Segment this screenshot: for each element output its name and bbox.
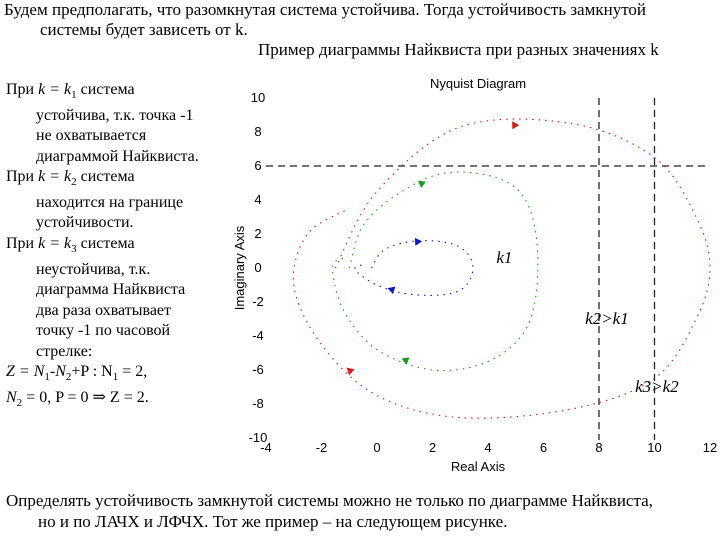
para-2-line-2: находится на границе [36,193,184,211]
formula-line-1: $Z = N_1-N_2+P$ : $N_1 = 2$, [6,363,148,384]
chart-title: Nyquist Diagram [429,76,527,91]
text-k-eq: k = k [38,168,72,186]
x-tick-label: 10 [647,440,662,455]
text-pri: При [6,168,39,186]
para-3-line-2: неустойчива, т.к. [36,260,151,278]
text-k-eq: k = k [38,234,72,252]
y-tick-label: 2 [254,226,262,241]
curve-annotations [496,248,679,396]
x-tick-labels [260,440,717,455]
formula-n: N [6,388,17,406]
x-tick-label: 4 [484,440,492,455]
direction-arrow-icon [415,238,422,246]
nyquist-curve-3 [293,119,710,418]
nyquist-curve-2 [333,172,538,371]
y-tick-label: -2 [252,294,264,309]
bottom-line-2: но и по ЛАЧХ и ЛФЧХ. Тот же пример – на следующем рисунке. [38,512,508,531]
curve-label: k3>k2 [635,377,679,397]
para-3-line-1: При $k = k_3$ система [6,234,135,256]
para-3-line-5: точку -1 по часовой [36,322,171,340]
formula-rest: = 0, P = 0 ⇒ Z = 2. [22,388,149,406]
y-tick-label: 0 [254,260,262,275]
x-tick-label: 8 [595,440,603,455]
direction-arrow-icon [347,368,355,376]
formula-p: +P : N [71,363,113,381]
curve-label: k2>k1 [585,309,629,329]
para-3-line-6: стрелке: [36,342,93,360]
para-2-line-3: устойчивости. [36,214,134,232]
curve-label: k1 [496,247,513,267]
formula-line-2: $N_2 = 0$, P = 0 ⇒ Z = 2. [6,388,149,409]
text-pri: При [6,81,39,98]
text-system: система [76,168,135,186]
bottom-line-1: Определять устойчивость замкнутой системы можно не только по диаграмме Найквиста, [6,491,653,510]
y-tick-label: 10 [250,90,266,105]
para-1-line-4: диаграммой Найквиста. [36,147,199,165]
text-system: система [76,81,135,98]
para-1-line-1: При $k = k_1$ система [6,81,135,102]
x-tick-label: -2 [315,440,328,455]
y-tick-label: 8 [254,124,262,139]
y-tick-labels [249,90,268,445]
para-1-line-3: не охватывается [36,127,147,145]
formula-n2: -N [49,363,66,381]
y-tick-label: -6 [252,362,264,377]
x-tick-label: -4 [260,440,272,455]
y-tick-label: 6 [254,158,262,173]
text-k-eq: k = k [38,81,72,98]
x-axis-label: Real Axis [450,459,506,474]
y-tick-label: 4 [254,192,262,207]
y-tick-label: -4 [252,328,264,343]
para-2-line-1: При $k = k_2$ система [6,168,135,189]
y-tick-label: -8 [252,396,264,411]
direction-arrow-icon [418,181,426,188]
direction-arrow-icon [388,286,396,294]
text-system: система [76,234,135,252]
formula-eq2: = 2, [118,363,148,381]
x-tick-label: 12 [702,440,718,455]
y-tick-label: -10 [248,430,268,445]
intro-line-2-text: системы будет зависеть от k. [40,20,248,39]
x-tick-label: 2 [428,440,437,455]
nyquist-curves [293,119,710,418]
bottom-text [6,490,718,532]
direction-arrow-icon [512,121,519,129]
formula-z: Z = N [6,363,45,381]
para-3-line-4: два раза охватывает [36,301,172,319]
intro-line-1: Будем предполагать, что разомкнутая система устойчива. Тогда устойчивость замкнутой [4,0,647,19]
y-axis-label: Imaginary Axis [232,225,247,311]
x-tick-label: 6 [539,440,548,455]
nyquist-curve-1 [355,241,473,296]
para-3-line-3: диаграмма Найквиста [36,281,186,299]
para-1-line-2: устойчива, т.к. точка -1 [36,106,194,124]
x-tick-label: 0 [373,440,381,455]
figure-title: Пример диаграммы Найквиста при разных значениях k [258,40,659,59]
text-pri: При [6,234,39,252]
